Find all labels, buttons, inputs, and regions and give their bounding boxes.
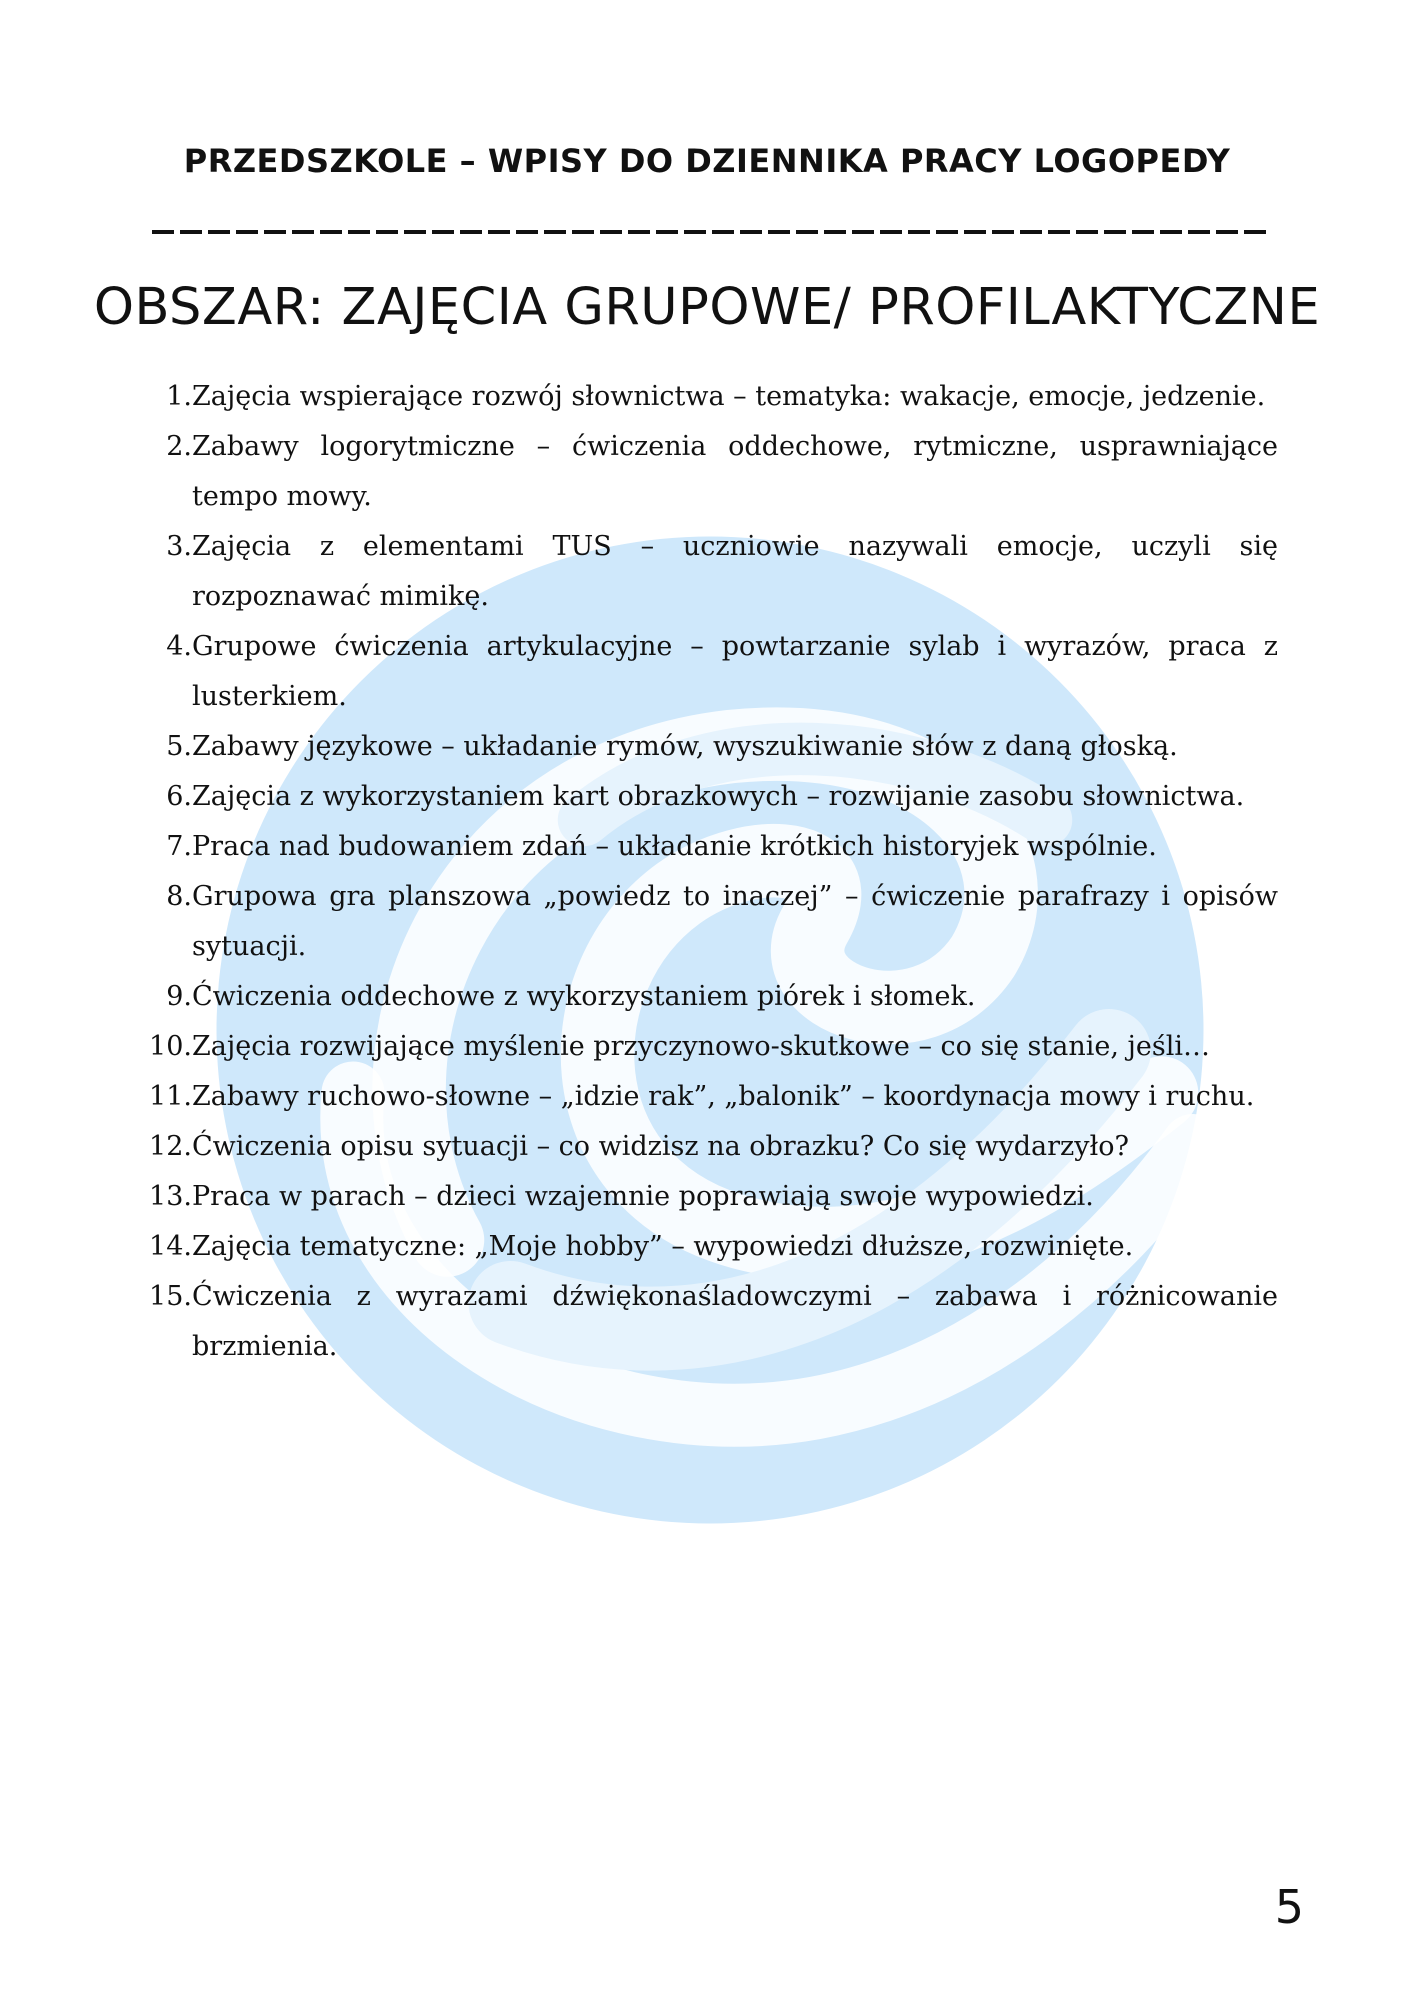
list-item [166, 972, 1278, 1022]
list-item-number: 9. [166, 981, 192, 1012]
list-item-number: 10. [149, 1031, 192, 1062]
list-item-number: 13. [149, 1181, 192, 1212]
list-item-text: Zabawy językowe – układanie rymów, wyszukiwanie słów z daną głoską. [192, 731, 1178, 762]
list-item [149, 1072, 1278, 1122]
list-item-text: Zabawy logorytmiczne – ćwiczenia oddechowe, rytmiczne, usprawniające tempo mowy. [192, 431, 1278, 512]
list-item [166, 772, 1278, 822]
list-item-text: Zajęcia wspierające rozwój słownictwa – tematyka: wakacje, emocje, jedzenie. [192, 381, 1266, 412]
list-item-number: 2. [166, 431, 192, 462]
list-item-number: 11. [149, 1081, 192, 1112]
list-item-number: 5. [166, 731, 192, 762]
header-divider [152, 230, 1272, 234]
list-item-number: 7. [166, 831, 192, 862]
list-item-text: Praca nad budowaniem zdań – układanie krótkich historyjek wspólnie. [192, 831, 1157, 862]
list-item-text: Grupowe ćwiczenia artykulacyjne – powtarzanie sylab i wyrazów, praca z lusterkiem. [192, 631, 1278, 712]
list-item [166, 872, 1278, 972]
list-item-text: Zajęcia z elementami TUS – uczniowie nazywali emocje, uczyli się rozpoznawać mimikę. [192, 531, 1278, 612]
list-item [149, 1122, 1278, 1172]
list-item [166, 822, 1278, 872]
list-item-number: 1. [166, 381, 192, 412]
list-item-text: Ćwiczenia opisu sytuacji – co widzisz na obrazku? Co się wydarzyło? [192, 1131, 1129, 1162]
list-item-number: 14. [149, 1231, 192, 1262]
section-title: OBSZAR: ZAJĘCIA GRUPOWE/ PROFILAKTYCZNE [93, 278, 1321, 337]
list-item-number: 3. [166, 531, 192, 562]
list-item-text: Zajęcia z wykorzystaniem kart obrazkowych – rozwijanie zasobu słownictwa. [192, 781, 1245, 812]
list-item [166, 372, 1278, 422]
list-item [149, 1222, 1278, 1272]
list-item-text: Ćwiczenia oddechowe z wykorzystaniem piórek i słomek. [192, 981, 976, 1012]
list-item [166, 722, 1278, 772]
list-item [166, 522, 1278, 622]
list-item [149, 1172, 1278, 1222]
page-header-title: PRZEDSZKOLE – WPISY DO DZIENNIKA PRACY LOGOPEDY [183, 142, 1231, 180]
list-item-text: Zajęcia tematyczne: „Moje hobby” – wypowiedzi dłuższe, rozwinięte. [192, 1231, 1134, 1262]
page-number: 5 [1274, 1880, 1304, 1934]
list-item [166, 622, 1278, 722]
list-item-text: Grupowa gra planszowa „powiedz to inaczej” – ćwiczenie parafrazy i opisów sytuacji. [192, 881, 1278, 962]
list-item-number: 8. [166, 881, 192, 912]
list-item [149, 1022, 1278, 1072]
list-item-text: Praca w parach – dzieci wzajemnie poprawiają swoje wypowiedzi. [192, 1181, 1094, 1212]
list-item-number: 4. [166, 631, 192, 662]
task-list [149, 372, 1278, 1372]
list-item-number: 12. [149, 1131, 192, 1162]
list-item [149, 1272, 1278, 1372]
list-item-number: 15. [149, 1281, 192, 1312]
list-item-number: 6. [166, 781, 192, 812]
list-item [166, 422, 1278, 522]
list-item-text: Zajęcia rozwijające myślenie przyczynowo-skutkowe – co się stanie, jeśli… [192, 1031, 1210, 1062]
list-item-text: Ćwiczenia z wyrazami dźwiękonaśladowczymi – zabawa i różnicowanie brzmienia. [192, 1281, 1278, 1362]
list-item-text: Zabawy ruchowo-słowne – „idzie rak”, „balonik” – koordynacja mowy i ruchu. [192, 1081, 1255, 1112]
